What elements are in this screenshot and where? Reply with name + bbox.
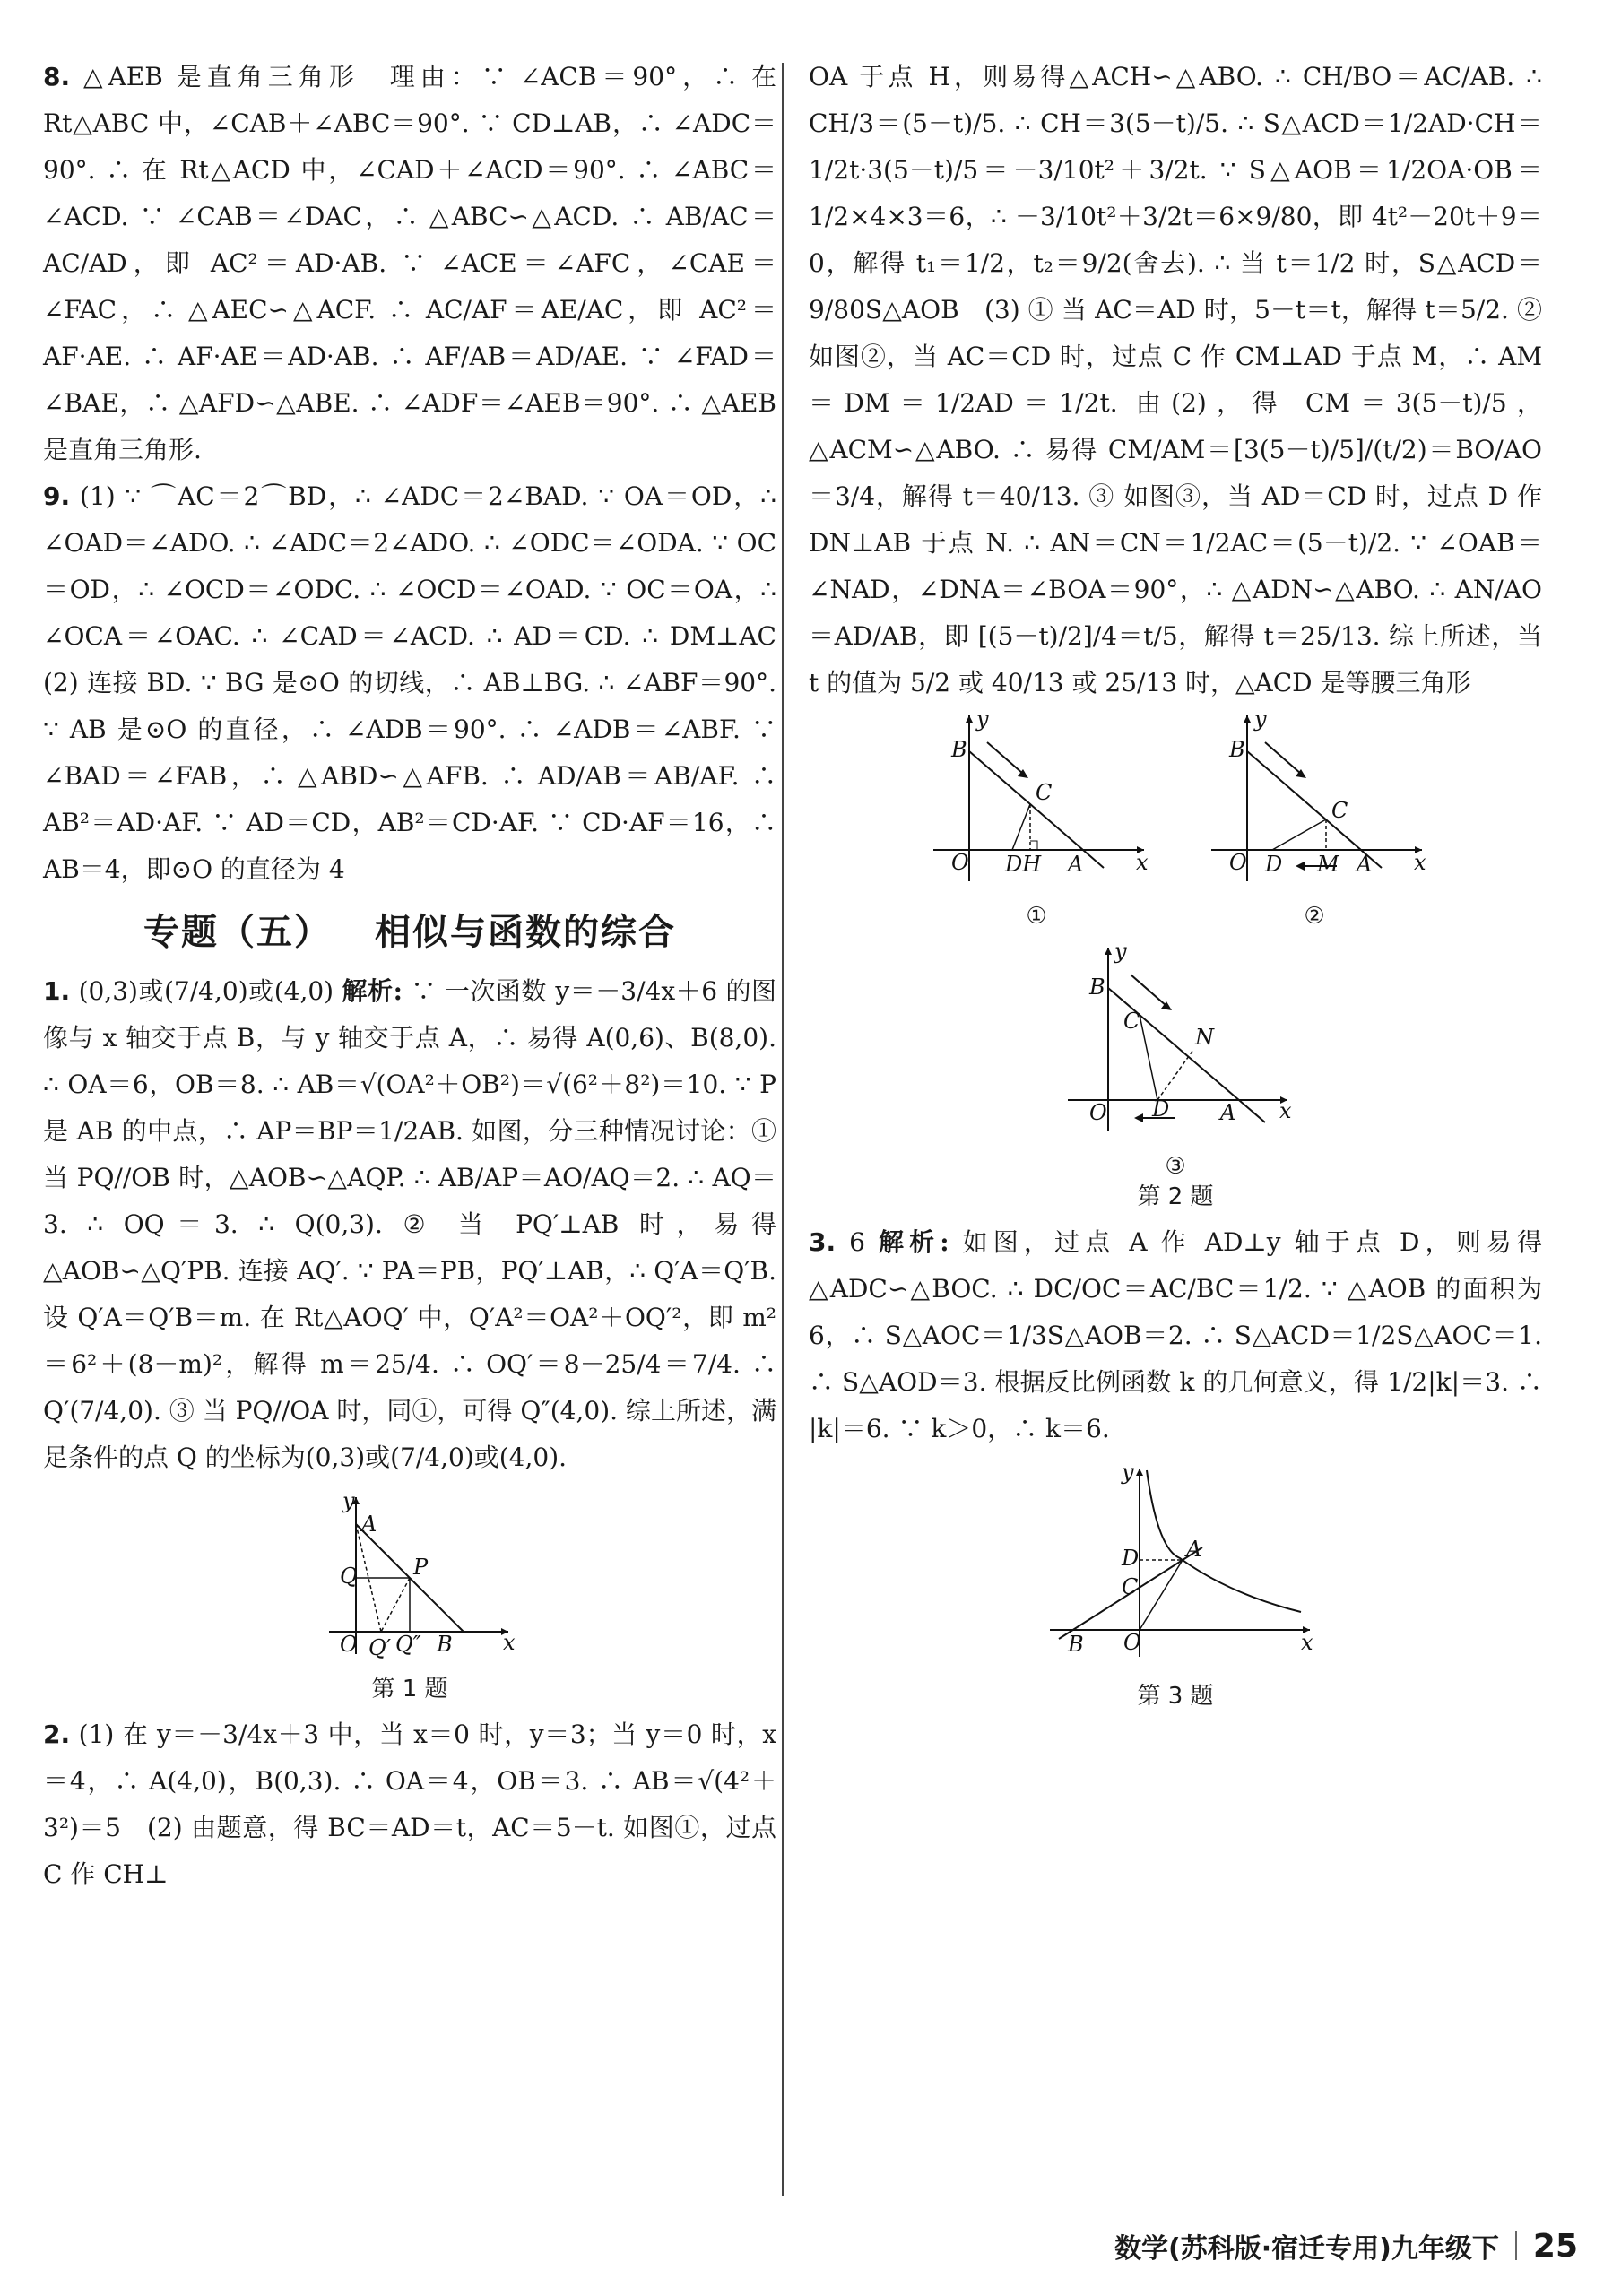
svg-text:Q″: Q″	[395, 1632, 421, 1657]
question-text: △AEB 是直角三角形 理由：∵ ∠ACB＝90°，∴ 在 Rt△ABC 中，∠CAB＋∠ABC＝90°. ∵ CD⊥AB，∴ ∠ADC＝90°. ∴ 在 Rt△ACD 中，∠CAD＋∠ACD＝90°. ∴ ∠ABC＝∠ACD. ∵ ∠CAB＝∠DAC，∴ △ABC∽△ACD. ∴ AB/AC＝AC/AD，即 AC²＝AD·AB. ∵ ∠ACE＝∠AFC，∠CAE＝∠FAC，∴ △AEC∽△ACF. ∴ AC/AF＝AE/AC，即 AC²＝AF·AE. ∴ AF·AE＝AD·AB. ∴ AF/AB＝AD/AE. ∵ ∠FAD＝∠BAE，∴ △AFD∽△ABE. ∴ ∠ADF＝∠AEB＝90°. ∴ △AEB 是直角三角形.	[43, 62, 776, 464]
svg-text:x: x	[1136, 850, 1149, 875]
coordinate-figure	[302, 1488, 517, 1659]
svg-text:P: P	[413, 1555, 429, 1580]
sub-figure-label: ①	[1026, 903, 1047, 930]
svg-text:y: y	[1254, 706, 1267, 732]
svg-text:B: B	[951, 737, 967, 762]
page-number: 25	[1532, 2227, 1578, 2265]
svg-text:x: x	[503, 1630, 516, 1655]
left-column	[43, 54, 802, 1898]
book-title: 数学(苏科版·宿迁专用)九年级下	[1114, 2233, 1499, 2265]
svg-text:C: C	[1122, 1574, 1139, 1599]
svg-text:B: B	[1229, 737, 1245, 762]
svg-text:B: B	[437, 1632, 453, 1657]
svg-text:C: C	[1036, 780, 1053, 805]
sub-figure-label: ③	[1165, 1153, 1186, 1180]
section-title: 相似与函数的综合	[375, 912, 676, 953]
svg-text:D: D	[1265, 852, 1283, 877]
section-heading	[43, 905, 776, 959]
svg-text:O: O	[1089, 1100, 1107, 1125]
figure-q2-1	[924, 706, 1149, 931]
question-9	[43, 473, 802, 893]
svg-text:Q′: Q′	[368, 1635, 392, 1659]
coordinate-figure	[1032, 1460, 1319, 1666]
svg-text:A: A	[1357, 852, 1373, 877]
svg-text:x: x	[1414, 850, 1426, 875]
svg-text:x: x	[1279, 1098, 1292, 1123]
footer-divider	[1515, 2231, 1517, 2260]
svg-text:B: B	[1068, 1632, 1084, 1657]
answer: (0,3)或(7/4,0)或(4,0)	[78, 976, 334, 1006]
figure-caption: 第 1 题	[371, 1676, 448, 1703]
svg-text:A: A	[1220, 1100, 1236, 1125]
analysis-label: 解析:	[879, 1227, 949, 1257]
question-number: 9.	[43, 481, 71, 511]
question-number: 1.	[43, 976, 71, 1006]
svg-text:C: C	[1331, 798, 1348, 823]
svg-text:A: A	[1186, 1537, 1202, 1562]
question-1	[43, 968, 776, 1481]
svg-text:B: B	[1089, 975, 1105, 1000]
right-column	[809, 54, 1542, 1719]
figure-q3	[809, 1460, 1542, 1711]
figure-q2-3	[809, 939, 1542, 1212]
svg-text:N: N	[1195, 1025, 1214, 1050]
svg-text:y: y	[1114, 939, 1127, 964]
svg-text:O: O	[340, 1632, 358, 1657]
question-text: (1) 在 y＝－3/4x＋3 中，当 x＝0 时，y＝3；当 y＝0 时，x＝4，∴ A(4,0)，B(0,3). ∴ OA＝4，OB＝3. ∴ AB＝√(4²＋3²)＝5 (2) 由题意，得 BC＝AD＝t，AC＝5－t. 如图①，过点 C 作 CH⊥	[43, 1720, 776, 1889]
svg-text:C: C	[1123, 1009, 1140, 1034]
analysis-label: 解析:	[342, 976, 403, 1006]
question-number: 8.	[43, 62, 71, 91]
svg-text:y: y	[1122, 1460, 1134, 1485]
column-divider	[782, 63, 784, 2196]
figure-caption: 第 3 题	[1137, 1683, 1214, 1710]
question-2	[43, 1711, 776, 1898]
question-number: 3.	[809, 1227, 837, 1257]
svg-text:DH: DH	[1005, 852, 1042, 877]
svg-text:O: O	[1229, 850, 1247, 875]
question-3	[809, 1219, 1542, 1452]
svg-text:M: M	[1317, 852, 1339, 877]
svg-text:O: O	[951, 850, 969, 875]
figure-q2-2	[1202, 706, 1426, 931]
figure-caption: 第 2 题	[1137, 1183, 1214, 1210]
question-text: ∵ 一次函数 y＝－3/4x＋6 的图像与 x 轴交于点 B，与 y 轴交于点 A，∴ 易得 A(0,6)、B(8,0). ∴ OA＝6，OB＝8. ∴ AB＝√(OA²＋OB²)＝√(6²＋8²)＝10. ∵ P 是 AB 的中点，∴ AP＝BP＝1/2AB. 如图，分三种情况讨论：① 当 PQ//OB 时，△AOB∽△AQP. ∴ AB/AP＝AO/AQ＝2. ∴ AQ＝3. ∴ OQ＝3. ∴ Q(0,3). ② 当 PQ′⊥AB 时，易得 △AOB∽△Q′PB. 连接 AQ′. ∵ PA＝PB，PQ′⊥AB，∴ Q′A＝Q′B. 设 Q′A＝Q′B＝m. 在 Rt△AOQ′ 中，Q′A²＝OA²＋OQ′²，即 m²＝6²＋(8－m)²，解得 m＝25/4. ∴ OQ′＝8－25/4＝7/4. ∴ Q′(7/4,0). ③ 当 PQ//OA 时，同①，可得 Q″(4,0). 综上所述，满足条件的点 Q 的坐标为(0,3)或(7/4,0)或(4,0).	[43, 976, 776, 1472]
svg-text:D: D	[1152, 1096, 1170, 1122]
svg-text:O: O	[1123, 1630, 1141, 1655]
sub-figure-label: ②	[1304, 903, 1325, 930]
question-2-continued: OA 于点 H，则易得△ACH∽△ABO. ∴ CH/BO＝AC/AB. ∴ CH/3＝(5－t)/5. ∴ CH＝3(5－t)/5. ∴ S△ACD＝1/2AD·CH＝1/2t·3(5－t)/5＝－3/10t²＋3/2t. ∵ S△AOB＝1/2OA·OB＝1/2×4×3＝6，∴ －3/10t²＋3/2t＝6×9/80，即 4t²－20t＋9＝0，解得 t₁＝1/2，t₂＝9/2(舍去). ∴ 当 t＝1/2 时，S△ACD＝9/80S△AOB (3) ① 当 AC＝AD 时，5－t＝t，解得 t＝5/2. ② 如图②，当 AC＝CD 时，过点 C 作 CM⊥AD 于点 M，∴ AM＝DM＝1/2AD＝1/2t. 由(2)，得 CM＝3(5－t)/5，△ACM∽△ABO. ∴ 易得 CM/AM＝[3(5－t)/5]/(t/2)＝BO/AO＝3/4，解得 t＝40/13. ③ 如图③，当 AD＝CD 时，过点 D 作 DN⊥AB 于点 N. ∴ AN＝CN＝1/2AC＝(5－t)/2. ∵ ∠OAB＝∠NAD，∠DNA＝∠BOA＝90°，∴ △ADN∽△ABO. ∴ AN/AO＝AD/AB，即 [(5－t)/2]/4＝t/5，解得 t＝25/13. 综上所述，当 t 的值为 5/2 或 40/13 或 25/13 时，△ACD 是等腰三角形	[809, 62, 1542, 697]
svg-text:y: y	[976, 706, 989, 732]
svg-text:y: y	[342, 1488, 355, 1513]
section-label: 专题（五）	[143, 912, 332, 953]
question-text: 如图，过点 A 作 AD⊥y 轴于点 D，则易得△ADC∽△BOC. ∴ DC/OC＝AC/BC＝1/2. ∵ △AOB 的面积为 6，∴ S△AOC＝1/3S△AOB＝2. ∴ S△ACD＝1/2S△AOC＝1. ∴ S△AOD＝3. 根据反比例函数 k 的几何意义，得 1/2|k|＝3. ∴ |k|＝6. ∵ k＞0，∴ k＝6.	[809, 1227, 1542, 1443]
svg-text:x: x	[1301, 1630, 1313, 1655]
figure-q2-row	[809, 706, 1542, 931]
svg-text:D: D	[1122, 1546, 1140, 1571]
question-text: (1) ∵ ⌒AC＝2⌒BD，∴ ∠ADC＝2∠BAD. ∵ OA＝OD，∴ ∠OAD＝∠ADO. ∴ ∠ADC＝2∠ADO. ∴ ∠ODC＝∠ODA. ∵ OC＝OD，∴ ∠OCD＝∠ODC. ∴ ∠OCD＝∠OAD. ∵ OC＝OA，∴ ∠OCA＝∠OAC. ∴ ∠CAD＝∠ACD. ∴ AD＝CD. ∴ DM⊥AC (2) 连接 BD. ∵ BG 是⊙O 的切线，∴ AB⊥BG. ∴ ∠ABF＝90°. ∵ AB 是⊙O 的直径，∴ ∠ADB＝90°. ∴ ∠ADB＝∠ABF. ∵ ∠BAD＝∠FAB，∴ △ABD∽△AFB. ∴ AD/AB＝AB/AF. ∴ AB²＝AD·AF. ∵ AD＝CD，AB²＝CD·AF. ∵ CD·AF＝16，∴ AB＝4，即⊙O 的直径为 4	[43, 481, 802, 884]
question-8	[43, 54, 776, 473]
page-footer	[1114, 2226, 1578, 2266]
svg-text:A: A	[361, 1512, 377, 1537]
answer: 6	[849, 1227, 865, 1257]
figure-q1	[43, 1488, 776, 1704]
svg-text:A: A	[1068, 852, 1084, 877]
svg-text:Q: Q	[340, 1564, 358, 1589]
question-number: 2.	[43, 1720, 71, 1749]
